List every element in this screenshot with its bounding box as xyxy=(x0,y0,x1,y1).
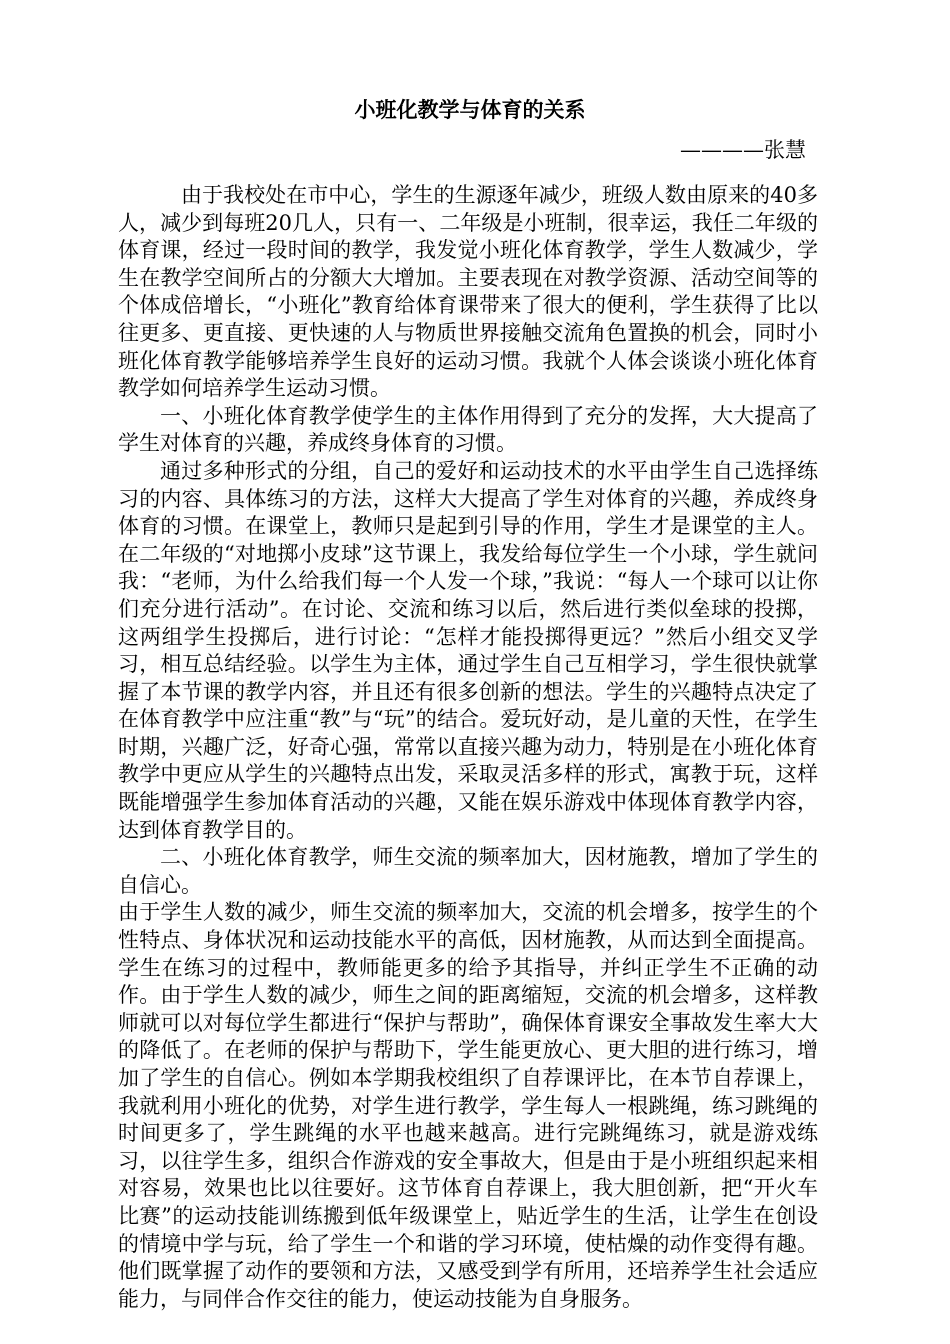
document-title: 小班化教学与体育的关系 xyxy=(354,97,586,122)
section-heading-2: 二、小班化体育教学，师生交流的频率加大，因材施教，增加了学生的自信心。 xyxy=(118,845,818,897)
section-heading-1: 一、小班化体育教学使学生的主体作用得到了充分的发挥，大大提高了学生对体育的兴趣，养成终身体育的习惯。 xyxy=(118,403,818,456)
paragraph-intro: 由于我校处在市中心，学生的生源逐年减少，班级人数由原来的40多人，减少到每班20几人，只有一、二年级是小班制，很幸运，我任二年级的体育课，经过一段时间的教学，我发觉小班化体育教学，学生人数减少，学生在教学空间所占的分额大大增加。主要表现在对教学资源、活动空间等的个体成倍增长，“小班化”教育给体育课带来了很大的便利，学生获得了比以往更多、更直接、更快速的人与物质世界接触交流角色置换的机会，同时小班化体育教学能够培养学生良好的运动习惯。我就个人体会谈谈小班化体育教学如何培养学生运动习惯。 xyxy=(118,183,818,401)
paragraph-section-1: 通过多种形式的分组，自己的爱好和运动技术的水平由学生自己选择练习的内容、具体练习的方法，这样大大提高了学生对体育的兴趣，养成终身体育的习惯。在课堂上，教师只是起到引导的作用，学生才是课堂的主人。在二年级的“对地掷小皮球”这节课上，我发给每位学生一个小球，学生就问我：“老师，为什么给我们每一个人发一个球，”我说：“每人一个球可以让你们充分进行活动”。在讨论、交流和练习以后，然后进行类似垒球的投掷，这两组学生投掷后，进行讨论：“怎样才能投掷得更远？”然后小组交叉学习，相互总结经验。以学生为主体，通过学生自己互相学习，学生很快就掌握了本节课的教学内容，并且还有很多创新的想法。学生的兴趣特点决定了在体育教学中应注重“教”与“玩”的结合。爱玩好动，是儿童的天性，在学生时期，兴趣广泛，好奇心强，常常以直接兴趣为动力，特别是在小班化体育教学中更应从学生的兴趣特点出发，采取灵活多样的形式，寓教于玩，这样既能增强学生参加体育活动的兴趣，又能在娱乐游戏中体现体育教学内容，达到体育教学目的。 xyxy=(118,458,818,842)
paragraph-section-2: 由于学生人数的减少，师生交流的频率加大，交流的机会增多，按学生的个性特点、身体状况和运动技能水平的高低，因材施教，从而达到全面提高。学生在练习的过程中，教师能更多的给予其指导，并纠正学生不正确的动作。由于学生人数的减少，师生之间的距离缩短，交流的机会增多，这样教师就可以对每位学生都进行“保护与帮助”，确保体育课安全事故发生率大大的降低了。在老师的保护与帮助下，学生能更放心、更大胆的进行练习，增加了学生的自信心。例如本学期我校组织了自荐课评比，在本节自荐课上，我就利用小班化的优势，对学生进行教学，学生每人一根跳绳，练习跳绳的时间更多了，学生跳绳的水平也越来越高。进行完跳绳练习，就是游戏练习，以往学生多，组织合作游戏的安全事故大，但是由于是小班组织起来相对容易，效果也比以往要好。这节体育自荐课上，我大胆创新，把“开火车比赛”的运动技能训练搬到低年级课堂上，贴近学生的生活，让学生在创设的情境中学与玩，给了学生一个和谐的学习环境，使枯燥的动作变得有趣。他们既掌握了动作的要领和方法，又感受到学有所用，还培养学生社会适应能力，与同伴合作交往的能力，使运动技能为自身服务。 xyxy=(118,900,818,1311)
document-author: ————张慧 xyxy=(680,138,806,162)
document-page xyxy=(118,90,818,1313)
